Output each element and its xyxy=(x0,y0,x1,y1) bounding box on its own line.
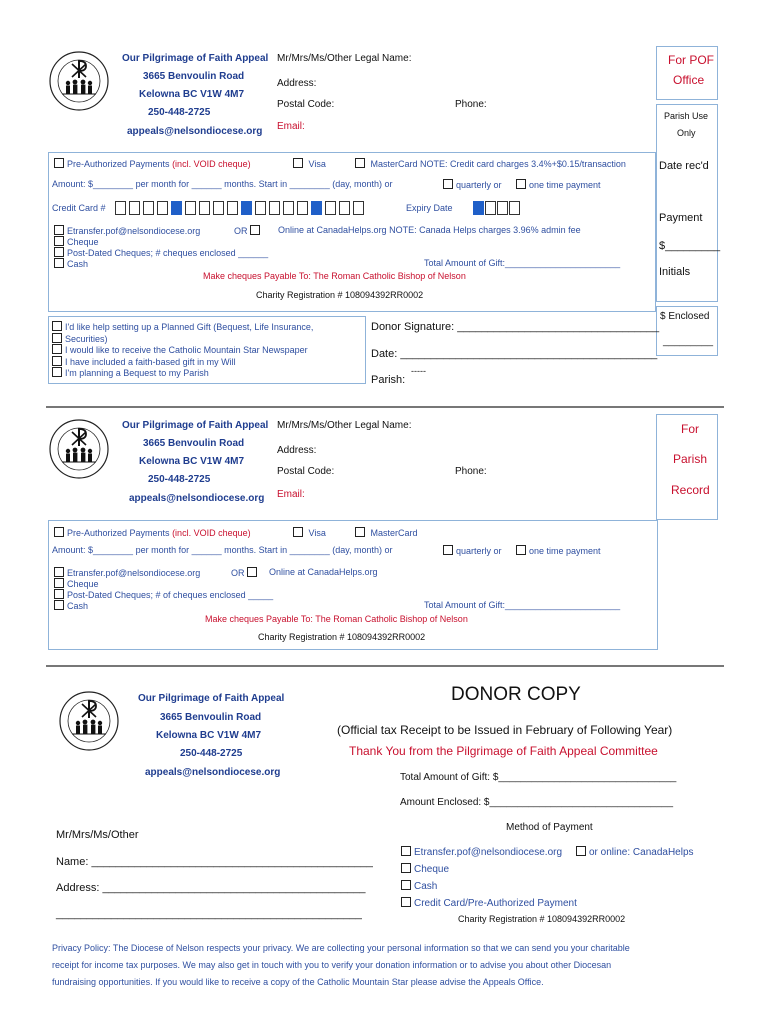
visa-option[interactable]: Visa xyxy=(293,527,326,538)
planned-gift-checkbox[interactable] xyxy=(52,367,62,377)
donor-signature[interactable]: Donor Signature: _________________________________ xyxy=(371,321,660,333)
phone-label[interactable]: Phone: xyxy=(455,466,487,477)
total-gift-field[interactable]: Total Amount of Gift: $________________________________ xyxy=(400,772,677,783)
etransfer-checkbox[interactable] xyxy=(54,567,64,577)
parish-field[interactable]: Parish: xyxy=(371,374,406,386)
cash-checkbox[interactable] xyxy=(54,600,64,610)
payment-label: Payment xyxy=(659,212,703,224)
total-gift[interactable]: Total Amount of Gift:_______________________ xyxy=(424,258,621,268)
planned-gift-checkbox[interactable] xyxy=(52,344,62,354)
planned-gift-item: I'm planning a Bequest to my Parish xyxy=(52,367,313,379)
thanks-note: Thank You from the Pilgrimage of Faith Appeal Committee xyxy=(349,744,658,758)
email-label[interactable]: Email: xyxy=(277,489,305,500)
parish-use-label: Parish Use xyxy=(664,111,709,121)
amount-line[interactable]: Amount: $________ per month for ______ months. Start in ________ (day, month) or xyxy=(52,179,393,189)
canadahelps-label: Online at CanadaHelps.org NOTE: Canada Helps charges 3.96% admin fee xyxy=(278,225,581,235)
privacy-line: receipt for income tax purposes. We may also get in touch with you to verify your donation information or to advise you about other Diocesan xyxy=(52,960,612,970)
cheque-checkbox[interactable] xyxy=(54,236,64,246)
cheque-checkbox[interactable] xyxy=(54,578,64,588)
org-email: appeals@nelsondiocese.org xyxy=(129,493,265,504)
payable-note: Make cheques Payable To: The Roman Catholic Bishop of Nelson xyxy=(203,271,466,281)
org-name: Our Pilgrimage of Faith Appeal xyxy=(138,693,285,704)
pap-checkbox[interactable] xyxy=(54,158,64,168)
donor-credit-option[interactable]: Credit Card/Pre-Authorized Payment xyxy=(401,897,577,909)
etransfer-option[interactable]: Etransfer.pof@nelsondiocese.org xyxy=(54,567,200,578)
payable-note: Make cheques Payable To: The Roman Catholic Bishop of Nelson xyxy=(205,614,468,624)
pof-title: For POF xyxy=(668,53,715,67)
postdated-option[interactable]: Post-Dated Cheques; # cheques enclosed ______ xyxy=(54,247,268,258)
or-canadahelps[interactable]: OR xyxy=(231,567,260,578)
org-address2: Kelowna BC V1W 4M7 xyxy=(139,89,245,100)
amount-line[interactable]: Amount: $________ per month for ______ months. Start in ________ (day, month) or xyxy=(52,545,393,555)
pap-checkbox[interactable] xyxy=(54,527,64,537)
dash-mark: ----- xyxy=(411,366,426,376)
mastercard-checkbox[interactable] xyxy=(355,527,365,537)
pap-option[interactable]: Pre-Authorized Payments (incl. VOID cheque) xyxy=(54,158,251,169)
donor-charity-registration: Charity Registration # 108094392RR0002 xyxy=(458,914,626,924)
diocese-logo xyxy=(58,690,120,752)
planned-gift-item: I'd like help setting up a Planned Gift (Bequest, Life Insurance, xyxy=(52,321,313,333)
tear-line-2 xyxy=(46,665,724,667)
cash-checkbox[interactable] xyxy=(54,258,64,268)
donor-cheque-checkbox[interactable] xyxy=(401,863,411,873)
expiry-label: Expiry Date xyxy=(406,203,453,213)
one-time-option[interactable]: one time payment xyxy=(516,545,601,556)
salutation-label: Mr/Mrs/Ms/Other xyxy=(56,829,139,841)
charity-registration: Charity Registration # 108094392RR0002 xyxy=(258,632,426,642)
name-label[interactable]: Mr/Mrs/Ms/Other Legal Name: xyxy=(277,53,412,64)
org-email: appeals@nelsondiocese.org xyxy=(145,767,281,778)
donor-cash-option[interactable]: Cash xyxy=(401,880,437,892)
etransfer-checkbox[interactable] xyxy=(54,225,64,235)
privacy-policy xyxy=(52,940,630,991)
canadahelps-label: Online at CanadaHelps.org xyxy=(269,567,378,577)
parish-record-for: For xyxy=(681,422,699,436)
pap-option[interactable]: Pre-Authorized Payments (incl. VOID cheque) xyxy=(54,527,251,538)
diocese-logo xyxy=(48,50,110,112)
org-phone: 250-448-2725 xyxy=(180,748,243,759)
org-name: Our Pilgrimage of Faith Appeal xyxy=(122,420,269,431)
donor-copy-title: DONOR COPY xyxy=(451,684,581,705)
org-address1: 3665 Benvoulin Road xyxy=(160,712,262,723)
quarterly-option[interactable]: quarterly or xyxy=(443,179,502,190)
one-time-option[interactable]: one time payment xyxy=(516,179,601,190)
org-address1: 3665 Benvoulin Road xyxy=(143,438,245,449)
mastercard-option[interactable]: MasterCard NOTE: Credit card charges 3.4%+$0.15/transaction xyxy=(355,158,626,169)
one-time-checkbox[interactable] xyxy=(516,545,526,555)
address-label[interactable]: Address: xyxy=(277,78,317,89)
address-line-2-field[interactable]: __________________________________________________ xyxy=(56,908,362,920)
org-address2: Kelowna BC V1W 4M7 xyxy=(156,730,262,741)
mastercard-option[interactable]: MasterCard xyxy=(355,527,418,538)
privacy-line: Privacy Policy: The Diocese of Nelson respects your privacy. We are collecting your personal information so that we can send you your charitable xyxy=(52,943,630,953)
etransfer-option[interactable]: Etransfer.pof@nelsondiocese.org xyxy=(54,225,200,236)
receipt-note: (Official tax Receipt to be Issued in February of Following Year) xyxy=(337,723,673,737)
privacy-line: fundraising opportunities. If you would like to receive a copy of the Catholic Mountain Star please advise the Appeals Office. xyxy=(52,977,544,987)
donor-etransfer-checkbox[interactable] xyxy=(401,846,411,856)
email-label[interactable]: Email: xyxy=(277,121,305,132)
parish-record-record: Record xyxy=(671,483,710,497)
postal-code-label[interactable]: Postal Code: xyxy=(277,466,335,477)
planned-gift-item: Securities) xyxy=(52,333,313,345)
org-name: Our Pilgrimage of Faith Appeal xyxy=(122,53,269,64)
canadahelps-checkbox[interactable] xyxy=(250,225,260,235)
donor-cash-checkbox[interactable] xyxy=(401,880,411,890)
parish-record-parish: Parish xyxy=(673,452,708,466)
payment-blank[interactable]: $_________ xyxy=(659,240,721,252)
visa-checkbox[interactable] xyxy=(293,158,303,168)
planned-gift-checkbox[interactable] xyxy=(52,356,62,366)
parish-use-only: Only xyxy=(677,128,696,138)
mastercard-checkbox[interactable] xyxy=(355,158,365,168)
planned-gift-list[interactable] xyxy=(52,321,313,379)
planned-gift-item: I have included a faith-based gift in my Will xyxy=(52,356,313,368)
planned-gift-checkbox[interactable] xyxy=(52,333,62,343)
address-label[interactable]: Address: xyxy=(277,445,317,456)
one-time-checkbox[interactable] xyxy=(516,179,526,189)
org-address1: 3665 Benvoulin Road xyxy=(143,71,245,82)
donor-online-option[interactable]: or online: CanadaHelps xyxy=(576,846,694,858)
postal-code-label[interactable]: Postal Code: xyxy=(277,99,335,110)
postdated-checkbox[interactable] xyxy=(54,247,64,257)
method-of-payment-label: Method of Payment xyxy=(506,822,593,833)
quarterly-option[interactable]: quarterly or xyxy=(443,545,502,556)
planned-gift-item: I would like to receive the Catholic Mountain Star Newspaper xyxy=(52,344,313,356)
diocese-logo xyxy=(48,418,110,480)
canadahelps-checkbox[interactable] xyxy=(247,567,257,577)
org-phone: 250-448-2725 xyxy=(148,474,211,485)
postdated-checkbox[interactable] xyxy=(54,589,64,599)
total-gift[interactable]: Total Amount of Gift:_______________________ xyxy=(424,600,621,610)
quarterly-checkbox[interactable] xyxy=(443,545,453,555)
org-address2: Kelowna BC V1W 4M7 xyxy=(139,456,245,467)
enclosed-blank[interactable]: _________ xyxy=(663,336,714,347)
planned-gift-checkbox[interactable] xyxy=(52,321,62,331)
phone-label[interactable]: Phone: xyxy=(455,99,487,110)
donor-online-checkbox[interactable] xyxy=(576,846,586,856)
pof-office: Office xyxy=(673,73,705,87)
cheque-option[interactable]: Cheque xyxy=(54,578,99,589)
donor-etransfer-option[interactable]: Etransfer.pof@nelsondiocese.org xyxy=(401,846,562,858)
donor-cheque-option[interactable]: Cheque xyxy=(401,863,449,875)
amount-enclosed-field[interactable]: Amount Enclosed: $_________________________________ xyxy=(400,797,674,808)
cash-option[interactable]: Cash xyxy=(54,600,88,611)
quarterly-checkbox[interactable] xyxy=(443,179,453,189)
enclosed-label: $ Enclosed xyxy=(660,311,710,322)
credit-card-label: Credit Card # xyxy=(52,203,106,213)
date-field[interactable]: Date: __________________________________________ xyxy=(371,348,658,360)
payment-box-2 xyxy=(48,520,658,650)
name-field[interactable]: Name: ______________________________________________ xyxy=(56,856,373,868)
postdated-option[interactable]: Post-Dated Cheques; # of cheques enclosed _____ xyxy=(54,589,273,600)
name-label[interactable]: Mr/Mrs/Ms/Other Legal Name: xyxy=(277,420,412,431)
charity-registration: Charity Registration # 108094392RR0002 xyxy=(256,290,424,300)
or-canadahelps[interactable]: OR xyxy=(234,225,263,236)
date-received-label: Date rec'd xyxy=(659,160,709,172)
cash-option[interactable]: Cash xyxy=(54,258,88,269)
donor-credit-checkbox[interactable] xyxy=(401,897,411,907)
org-phone: 250-448-2725 xyxy=(148,107,211,118)
tear-line-1 xyxy=(46,406,724,408)
cheque-option[interactable]: Cheque xyxy=(54,236,99,247)
org-email: appeals@nelsondiocese.org xyxy=(127,126,263,137)
visa-option[interactable]: Visa xyxy=(293,158,326,169)
visa-checkbox[interactable] xyxy=(293,527,303,537)
initials-label: Initials xyxy=(659,266,691,278)
address-field[interactable]: Address: ___________________________________________ xyxy=(56,882,366,894)
